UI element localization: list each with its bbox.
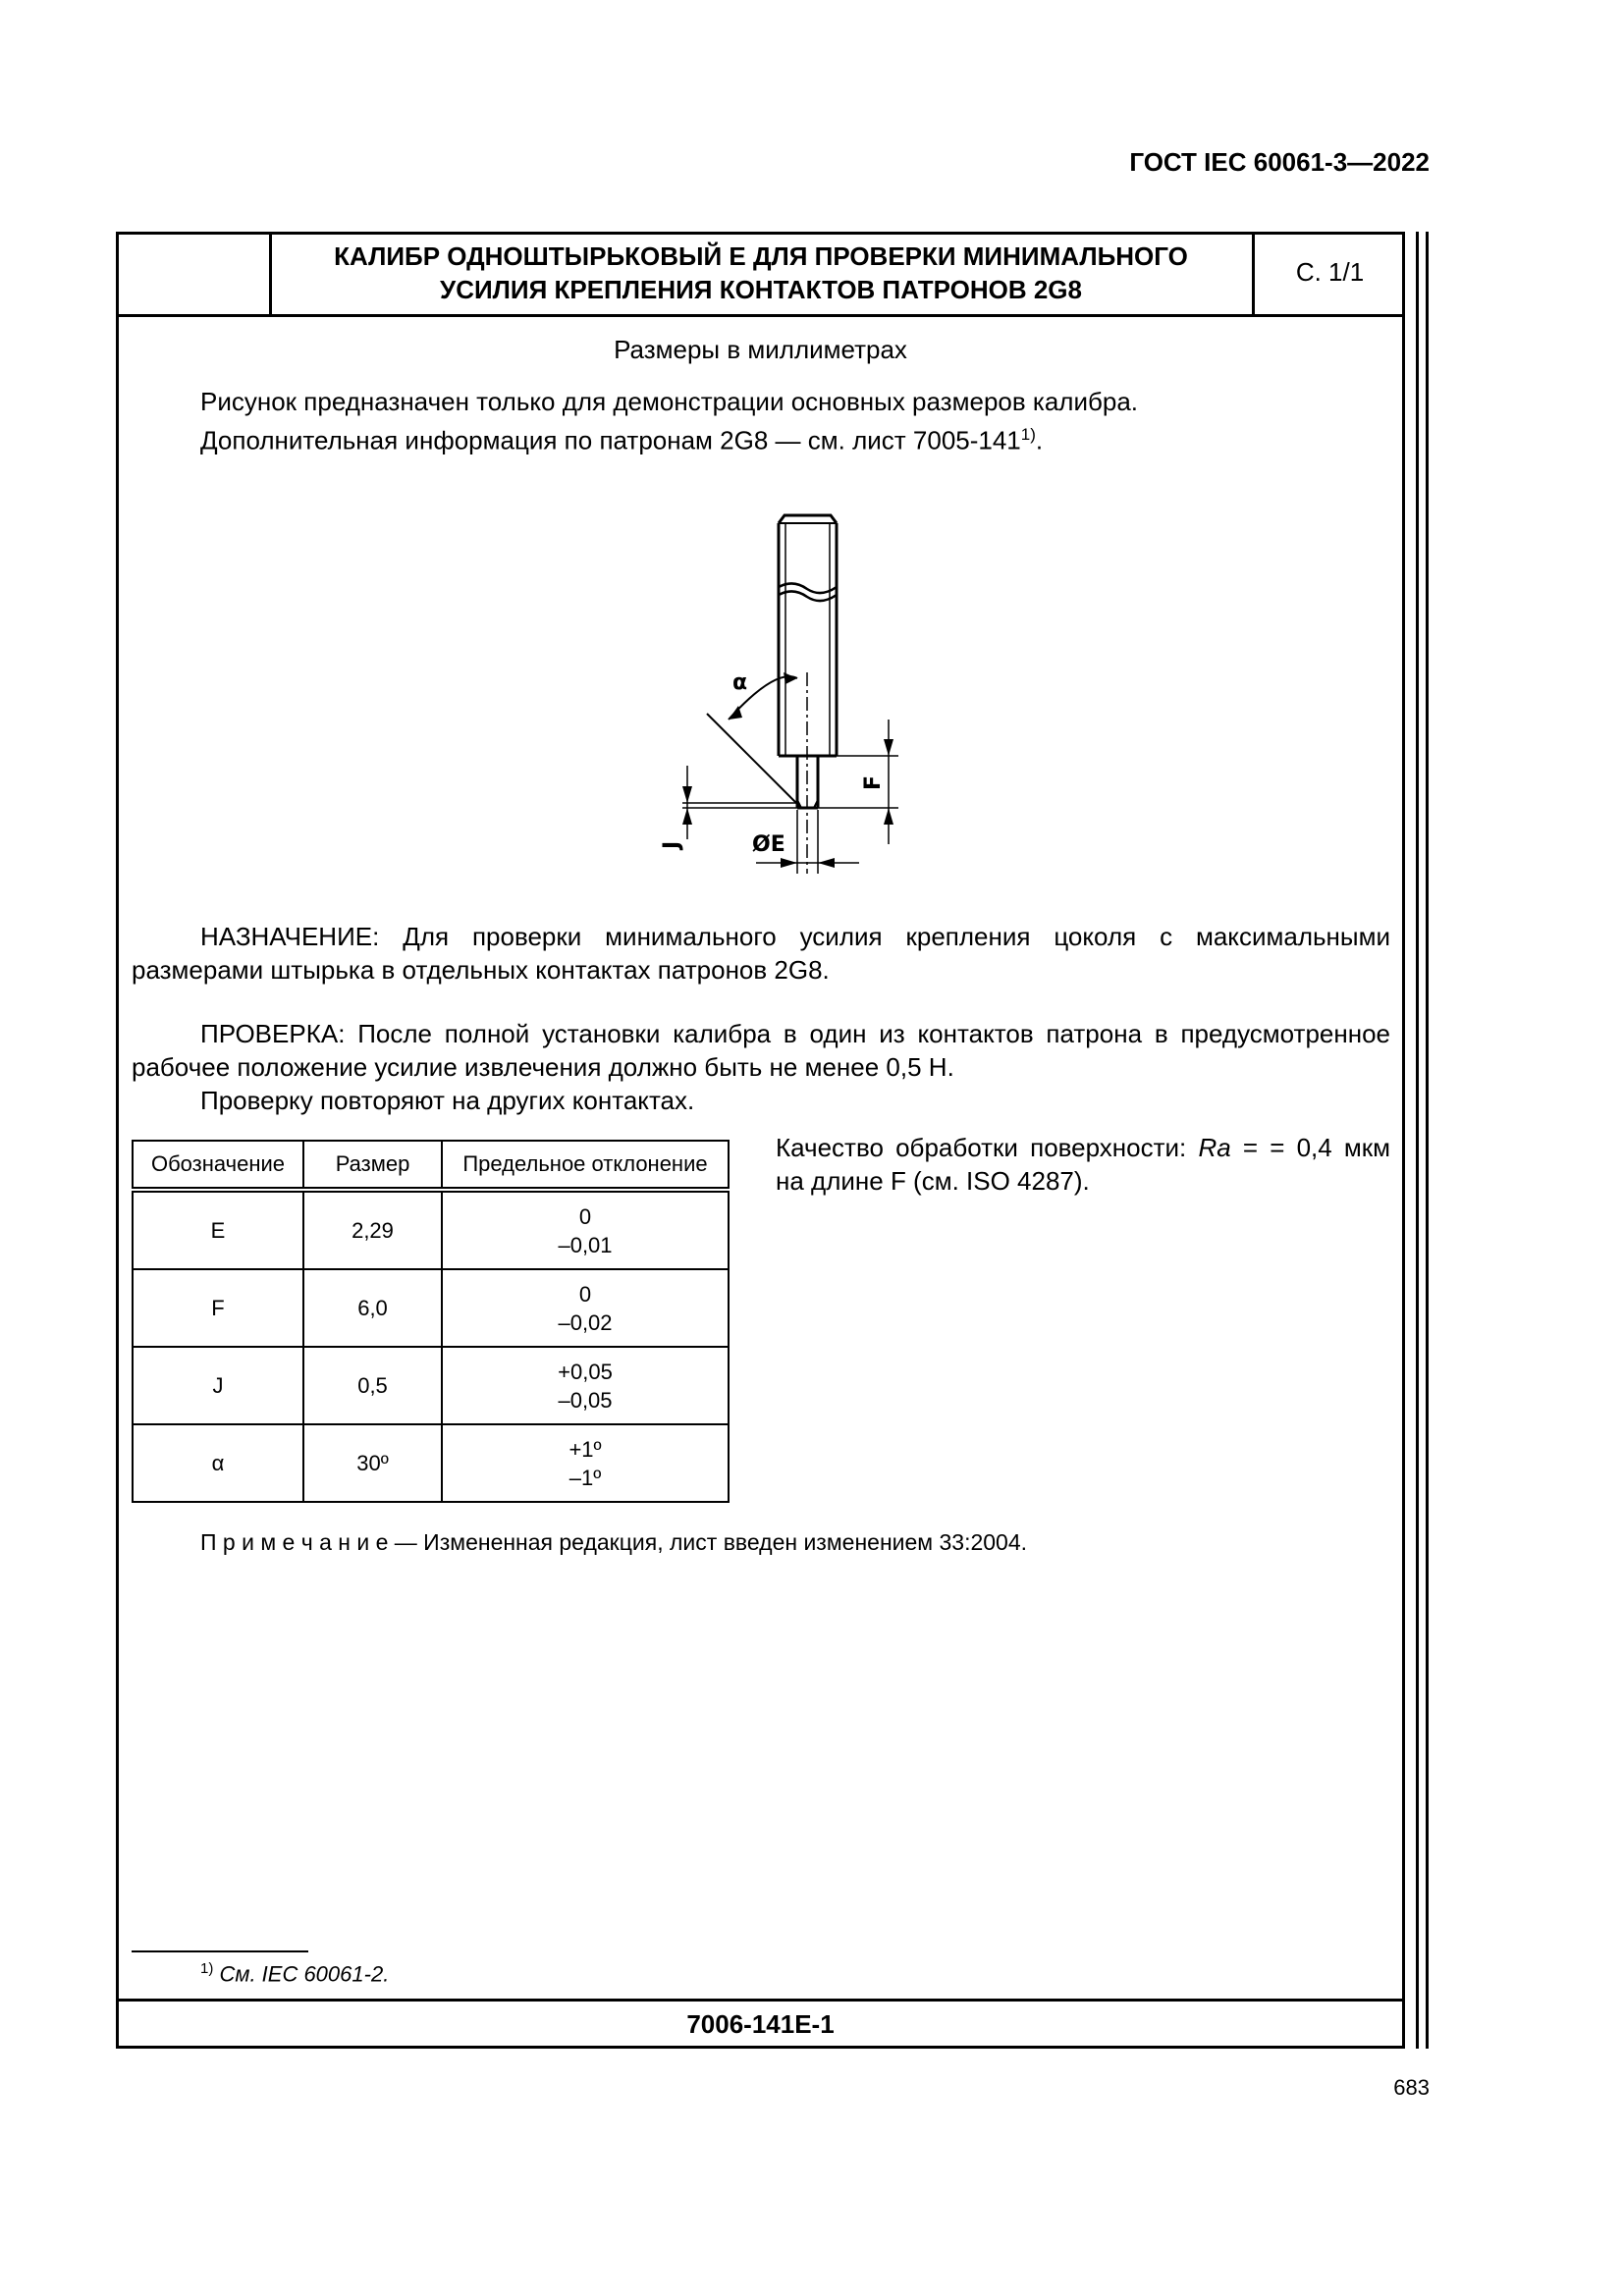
sheet-number: С. 1/1 (1295, 257, 1365, 287)
tolerance-lower: –1º (568, 1465, 602, 1490)
footnote-mark: 1) (200, 1960, 214, 1977)
cell-tolerance (442, 1347, 729, 1424)
cell-designation: J (133, 1347, 303, 1424)
tolerance-lower: –0,05 (558, 1387, 613, 1413)
ra-symbol: Ra (1198, 1133, 1231, 1162)
intro-line-2 (200, 418, 1280, 457)
arrow (784, 672, 797, 684)
arrow (884, 739, 893, 756)
tolerance-upper: +1º (568, 1436, 602, 1462)
check-repeat: Проверку повторяют на других контактах. (200, 1086, 695, 1115)
table-header-row (133, 1141, 729, 1190)
arrow (682, 808, 692, 825)
tolerance-upper: +0,05 (558, 1359, 613, 1384)
cell-tolerance (442, 1269, 729, 1347)
title-line-2: УСИЛИЯ КРЕПЛЕНИЯ КОНТАКТОВ ПАТРОНОВ 2G8 (440, 275, 1082, 304)
surface-text-1: Качество обработки поверхности: (776, 1133, 1199, 1162)
standard-number: ГОСТ IEC 60061-3—2022 (1129, 147, 1430, 177)
pin-chamfer (779, 515, 837, 523)
cell-tolerance (442, 1424, 729, 1502)
arrow (682, 786, 692, 803)
j-label: J (660, 840, 684, 849)
e-label: ØE (752, 832, 785, 857)
alpha-label: α (732, 670, 748, 695)
title-divider (116, 314, 1405, 317)
intro-line-2-end: . (1035, 425, 1044, 455)
check-paragraph: ПРОВЕРКА: После полной установки калибра в один из контактов патрона в предусмотренное рабочее положение усилие извлечения должно быть не менее 0,5 Н. (132, 1019, 1390, 1082)
footnote-ref: 1) (1020, 425, 1036, 444)
tolerance-upper: 0 (578, 1203, 592, 1229)
footer-divider (116, 1999, 1405, 2002)
header-tolerance: Предельное отклонение (442, 1141, 729, 1190)
purpose-paragraph: НАЗНАЧЕНИЕ: Для проверки минимального усилия крепления цоколя с максимальными размерами штырька в отдельных контактах патронов 2G8. (132, 922, 1390, 985)
cell-size: 30º (303, 1424, 442, 1502)
footnote-text: См. IEC 60061-2. (219, 1961, 390, 1987)
title-line-1: КАЛИБР ОДНОШТЫРЬКОВЫЙ Е ДЛЯ ПРОВЕРКИ МИНИМАЛЬНОГО (334, 241, 1188, 271)
arrow (781, 858, 797, 868)
angle-line (707, 714, 801, 808)
dimensions-table (132, 1140, 730, 1503)
footnote (200, 1960, 389, 1987)
header-designation: Обозначение (133, 1141, 303, 1190)
note-text: П р и м е ч а н и е — Измененная редакция, лист введен изменением 33:2004. (200, 1529, 1028, 1555)
surface-quality-text (776, 1131, 1390, 1198)
check-section (132, 1017, 1390, 1117)
cell-size: 2,29 (303, 1190, 442, 1269)
table-row (133, 1424, 729, 1502)
table-row (133, 1347, 729, 1424)
cell-designation: F (133, 1269, 303, 1347)
tolerance-lower: –0,01 (558, 1232, 613, 1257)
margin-line (1426, 232, 1429, 2049)
cell-size: 6,0 (303, 1269, 442, 1347)
tolerance-lower: –0,02 (558, 1309, 613, 1335)
surface-text-2: = = 0,4 мкм на длине F (см. ISO 4287). (776, 1133, 1391, 1196)
cell-size: 0,5 (303, 1347, 442, 1424)
arrow (818, 858, 835, 868)
sheet-code: 7006-141E-1 (686, 2009, 835, 2039)
gauge-drawing (648, 496, 962, 888)
sheet-title (270, 240, 1252, 306)
tolerance-upper: 0 (578, 1281, 592, 1307)
margin-line (1416, 232, 1419, 2049)
table-row (133, 1190, 729, 1269)
f-label: F (861, 774, 886, 790)
dimensions-label: Размеры в миллиметрах (614, 335, 907, 364)
cell-tolerance (442, 1190, 729, 1269)
table-row (133, 1269, 729, 1347)
arrow (884, 808, 893, 825)
header-size: Размер (303, 1141, 442, 1190)
intro-line-1: Рисунок предназначен только для демонстрации основных размеров калибра. (200, 387, 1139, 416)
footnote-separator (132, 1950, 308, 1952)
page-number: 683 (1393, 2075, 1430, 2100)
intro-text (200, 385, 1280, 457)
cell-designation: E (133, 1190, 303, 1269)
intro-line-2-text: Дополнительная информация по патронам 2G8 — см. лист 7005-141 (200, 425, 1021, 455)
cell-designation: α (133, 1424, 303, 1502)
